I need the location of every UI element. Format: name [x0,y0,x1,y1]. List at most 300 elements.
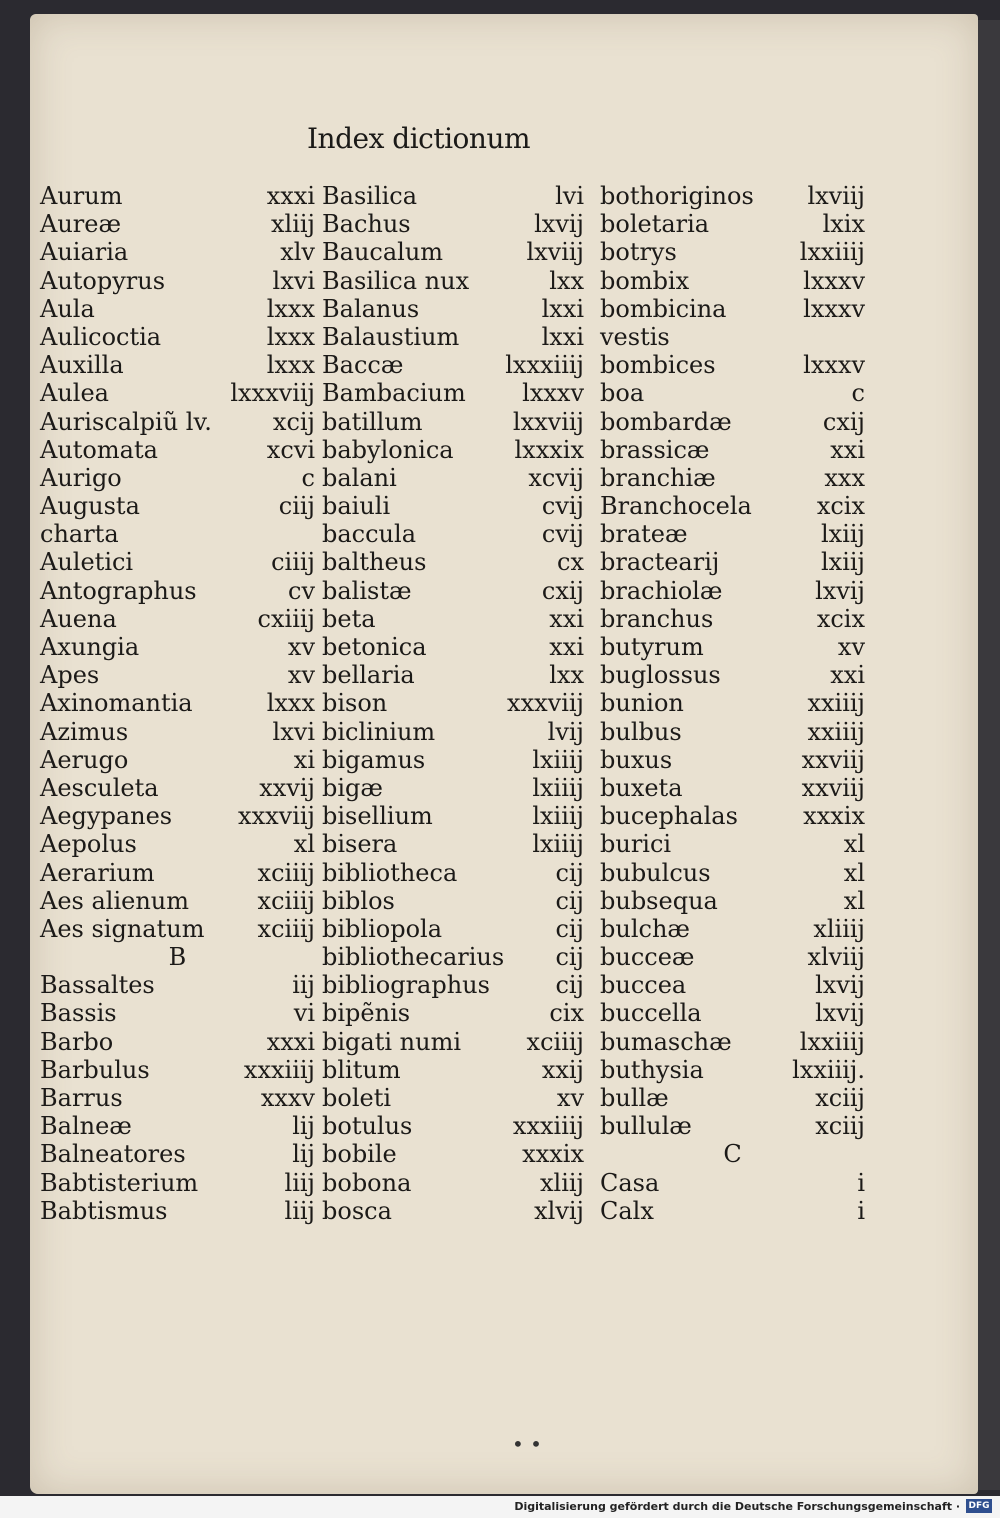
entry-word: bosca [322,1196,392,1225]
entry-reference: xciiij [257,914,315,943]
entry-word: Aepolus [40,830,137,859]
index-entry [600,915,865,943]
index-entry [40,971,315,999]
entry-word: buthysia [600,1055,704,1084]
entry-word: baccula [322,520,416,549]
entry-reference: lij [292,1140,315,1169]
entry-reference: lxxviij [512,407,584,436]
entry-reference: xxi [830,435,865,464]
entry-reference: lxiiij [532,830,584,859]
entry-reference: xl [843,886,865,915]
entry-reference: lxxx [266,351,315,380]
entry-reference: ciiij [271,548,315,577]
entry-word: bipẽnis [322,999,411,1028]
entry-reference: cij [555,886,584,915]
entry-word: biblos [322,886,395,915]
entry-word: bulchæ [600,914,690,943]
index-entry [40,633,315,661]
entry-reference: lxxxix [514,435,584,464]
entry-word: betonica [322,633,427,661]
index-entry [600,295,865,323]
index-entry [322,379,584,407]
entry-word: bulbus [600,717,682,746]
index-entry [600,689,865,717]
index-entry [40,718,315,746]
entry-word: balani [322,463,397,492]
index-entry [40,1169,315,1197]
entry-word: boletaria [600,210,710,239]
entry-reference: xxvij [259,773,315,802]
entry-word: Bachus [322,210,411,239]
entry-word: Baccæ [322,351,404,380]
entry-word: blitum [322,1055,401,1084]
index-entry [600,971,865,999]
entry-word: bobona [322,1168,412,1197]
entry-reference: xciiij [257,858,315,887]
entry-word: bisellium [322,802,433,831]
index-entry [40,887,315,915]
entry-reference: xl [293,830,315,859]
index-entry [40,464,315,492]
index-entry [322,548,584,576]
entry-word: bigati numi [322,1027,462,1056]
index-entry [600,887,865,915]
entry-word: Aerugo [40,745,129,774]
section-letter: B [168,943,187,972]
index-entry [322,887,584,915]
entry-reference: xxviij [801,745,865,774]
entry-reference: lxvij [815,999,865,1028]
entry-reference: xciij [815,1112,865,1141]
entry-word: baiuli [322,492,391,521]
entry-reference: lxvi [272,266,315,295]
entry-reference: lxvij [815,576,865,605]
entry-reference: lxx [549,661,584,690]
entry-word: baltheus [322,548,427,577]
index-column-1 [40,182,315,1225]
entry-reference: xxxi [266,182,315,210]
entry-reference: xxxviij [507,689,584,718]
entry-reference: lxiij [820,548,865,577]
entry-word: Aurum [40,182,123,210]
entry-word: balistæ [322,576,412,605]
index-entry [600,802,865,830]
index-entry [322,830,584,858]
index-entry [40,1140,315,1168]
entry-word: bibliotheca [322,858,458,887]
entry-word: Aurigo [40,463,122,492]
index-entry [322,605,584,633]
index-entry [322,351,584,379]
entry-reference: lxxx [266,294,315,323]
entry-word: bibliopola [322,914,442,943]
entry-reference: lvij [547,717,584,746]
entry-word: Aegypanes [40,802,173,831]
entry-word: boleti [322,1084,392,1112]
entry-word: bombardæ [600,407,732,436]
index-entry [600,408,865,436]
index-entry [40,182,315,210]
entry-word: biclinium [322,717,436,746]
index-entry [40,548,315,576]
index-entry [600,1197,865,1225]
entry-word: Bambacium [322,379,466,408]
entry-word: bombicina [600,294,727,323]
entry-reference: xcix [816,604,865,633]
entry-reference: xcix [816,492,865,521]
index-entry [322,943,584,971]
entry-reference: xxviij [801,773,865,802]
entry-word: bibliographus [322,971,490,1000]
entry-word: bobile [322,1140,397,1169]
entry-reference: cix [549,999,584,1028]
index-entry [600,999,865,1027]
index-entry [600,464,865,492]
entry-reference: lxvij [534,210,584,239]
index-entry [40,492,315,520]
index-entry [322,1028,584,1056]
entry-reference: lxiij [820,520,865,549]
entry-word: bombices [600,351,716,380]
entry-reference: xliij [270,210,315,239]
entry-word: Antographus [40,576,197,605]
index-entry [322,1169,584,1197]
entry-reference: xcvij [528,463,584,492]
index-entry [322,1084,584,1112]
entry-reference: xlviij [807,943,865,972]
entry-reference: xxij [541,1055,584,1084]
index-entry [40,689,315,717]
entry-reference: lxiiij [532,773,584,802]
entry-reference: lxxxv [803,351,865,380]
entry-word: Auriscalpiũ lv. [40,407,212,436]
book-edge [978,20,1000,1490]
entry-word: buxus [600,745,673,774]
index-entry [600,774,865,802]
entry-reference: i [857,1196,865,1225]
entry-reference: xcvi [266,435,315,464]
entry-word: Aes alienum [40,886,190,915]
entry-reference: lxviij [807,182,865,210]
entry-reference: lvi [555,182,584,210]
entry-reference: xliiij [813,914,865,943]
index-entry [322,999,584,1027]
entry-word: Barbulus [40,1055,150,1084]
entry-reference: cij [555,858,584,887]
entry-word: Barbo [40,1027,114,1056]
entry-word: bunion [600,689,684,718]
entry-reference: lij [292,1112,315,1141]
index-entry [40,830,315,858]
index-entry [600,351,865,379]
entry-word: bisera [322,830,398,859]
entry-word: buccea [600,971,687,1000]
entry-word: Aes signatum [40,914,205,943]
entry-word: Axinomantia [40,689,193,718]
entry-word: Augusta [40,492,140,521]
entry-reference: xxxv [260,1084,315,1112]
entry-reference: cvij [541,520,584,549]
entry-reference: lxxxv [522,379,584,408]
dfg-logo: DFG [966,1499,992,1513]
entry-word: burici [600,830,672,859]
entry-word: batillum [322,407,423,436]
index-entry [600,661,865,689]
entry-word: Balneæ [40,1112,132,1141]
entry-word: bison [322,689,388,718]
entry-word: bombix [600,266,690,295]
entry-reference: xxxix [803,802,865,831]
entry-word: Balneatores [40,1140,186,1169]
entry-reference: xxxi [266,1027,315,1056]
index-entry [40,859,315,887]
index-entry [600,577,865,605]
entry-reference: xxiiij [807,717,865,746]
entry-reference: lxxxv [803,266,865,295]
entry-word: vestis [600,322,670,351]
index-entry [600,379,865,407]
entry-word: botulus [322,1112,413,1141]
entry-word: bellaria [322,661,415,690]
index-entry [600,436,865,464]
entry-word: Babtismus [40,1196,168,1225]
entry-reference: xxxiiij [512,1112,584,1141]
entry-reference: cxij [541,576,584,605]
index-entry [322,323,584,351]
index-entry [322,492,584,520]
entry-reference: c [301,463,315,492]
entry-word: Bassaltes [40,971,155,1000]
entry-word: Autopyrus [40,266,166,295]
index-entry [322,577,584,605]
entry-reference: lxxxiiij [505,351,584,380]
entry-reference: xv [556,1084,584,1112]
index-entry [600,323,865,351]
index-entry [40,999,315,1027]
entry-word: buccella [600,999,702,1028]
entry-word: beta [322,604,376,633]
entry-word: bothoriginos [600,182,754,210]
index-entry [600,492,865,520]
entry-reference: lxxx [266,689,315,718]
entry-reference: xv [287,633,315,661]
entry-reference: lxxiiij. [792,1055,865,1084]
entry-reference: xxi [549,604,584,633]
entry-word: bigamus [322,745,426,774]
index-entry [322,464,584,492]
entry-word: brachiolæ [600,576,723,605]
index-entry [322,182,584,210]
index-entry [600,1056,865,1084]
index-entry [322,774,584,802]
entry-reference: lxxxviij [230,379,315,408]
index-entry [40,351,315,379]
entry-reference: cx [557,548,584,577]
index-entry [40,1197,315,1225]
index-entry [600,1112,865,1140]
entry-reference: xxi [549,633,584,661]
entry-reference: lxxi [541,322,584,351]
entry-reference: xxx [824,463,865,492]
index-entry [40,1028,315,1056]
entry-reference: xxxviij [238,802,315,831]
entry-reference: lxxi [541,294,584,323]
entry-reference: lxvi [272,717,315,746]
entry-reference: xlvij [534,1196,584,1225]
entry-word: Basilica [322,182,418,210]
index-entry [40,774,315,802]
index-entry [322,746,584,774]
entry-reference: cij [555,971,584,1000]
entry-word: bucceæ [600,943,695,972]
entry-word: bubsequa [600,886,718,915]
index-entry [322,971,584,999]
entry-word: boa [600,379,645,408]
entry-reference: xxxiiij [243,1055,315,1084]
entry-reference: xi [293,745,315,774]
entry-word: bractearij [600,548,720,577]
index-entry [322,408,584,436]
index-entry [40,436,315,464]
funding-credit: Digitalisierung gefördert durch die Deutsche Forschungsgemeinschaft · [514,1500,960,1513]
entry-word: Auiaria [40,238,129,267]
index-column-2 [322,182,584,1225]
index-entry [40,267,315,295]
entry-word: Apes [40,661,100,690]
index-entry [322,238,584,266]
index-entry [600,520,865,548]
entry-word: brateæ [600,520,688,549]
index-entry [600,182,865,210]
entry-word: Calx [600,1196,654,1225]
entry-word: charta [40,520,119,549]
entry-reference: lxviij [526,238,584,267]
section-letter: C [723,1140,742,1169]
entry-word: Aulea [40,379,109,408]
entry-word: buglossus [600,661,721,690]
entry-word: Automata [40,435,158,464]
index-entry [40,802,315,830]
page-title: Index dictionum [307,122,531,155]
entry-reference: xv [837,633,865,661]
index-entry [600,605,865,633]
entry-reference: lxxxv [803,294,865,323]
entry-word: bubulcus [600,858,711,887]
entry-reference: cij [555,943,584,972]
index-entry [322,859,584,887]
entry-reference: cvij [541,492,584,521]
entry-word: botrys [600,238,677,267]
section-heading [600,1140,865,1168]
entry-reference: xxi [830,661,865,690]
entry-word: Auxilla [40,351,124,380]
index-entry [40,577,315,605]
entry-word: Basilica nux [322,266,470,295]
entry-reference: cij [555,914,584,943]
section-heading [40,943,315,971]
entry-reference: lxix [822,210,865,239]
index-entry [322,436,584,464]
entry-reference: xciij [815,1084,865,1112]
index-entry [40,408,315,436]
index-entry [40,295,315,323]
entry-reference: xxxix [522,1140,584,1169]
entry-word: Babtisterium [40,1168,199,1197]
index-entry [40,605,315,633]
index-entry [600,1169,865,1197]
entry-word: brassicæ [600,435,710,464]
entry-word: Aesculeta [40,773,159,802]
index-entry [322,1140,584,1168]
entry-reference: xv [287,661,315,690]
index-entry [40,323,315,351]
entry-word: Azimus [40,717,129,746]
entry-word: Barrus [40,1084,123,1112]
index-entry [322,689,584,717]
entry-word: Aerarium [40,858,155,887]
entry-word: Auena [40,604,117,633]
entry-word: Balaustium [322,322,460,351]
entry-reference: c [851,379,865,408]
entry-reference: i [857,1168,865,1197]
entry-reference: vi [293,999,315,1028]
entry-reference: xxiiij [807,689,865,718]
entry-reference: cxiiij [257,604,315,633]
index-entry [40,520,315,548]
index-entry [322,520,584,548]
index-entry [40,915,315,943]
index-entry [600,830,865,858]
index-entry [322,1056,584,1084]
entry-reference: iij [292,971,315,1000]
index-entry [600,238,865,266]
index-entry [600,633,865,661]
index-entry [322,633,584,661]
index-entry [600,210,865,238]
entry-word: bibliothecarius [322,943,505,972]
entry-word: Branchocela [600,492,752,521]
index-column-3 [600,182,865,1225]
index-entry [322,661,584,689]
index-entry [600,859,865,887]
entry-word: butyrum [600,633,704,661]
entry-word: branchus [600,604,714,633]
entry-reference: xlv [280,238,315,267]
entry-reference: ciij [278,492,315,521]
index-entry [600,1028,865,1056]
index-entry [40,1056,315,1084]
entry-word: Aulicoctia [40,322,162,351]
index-entry [600,1084,865,1112]
entry-reference: lxvij [815,971,865,1000]
index-entry [322,267,584,295]
index-entry [322,802,584,830]
index-entry [322,915,584,943]
entry-reference: lxiiij [532,802,584,831]
entry-reference: lxx [549,266,584,295]
entry-word: branchiæ [600,463,716,492]
index-entry [600,943,865,971]
index-entry [40,210,315,238]
index-entry [40,1084,315,1112]
entry-word: Bassis [40,999,117,1028]
entry-word: Aureæ [40,210,122,239]
index-entry [322,210,584,238]
index-entry [322,1197,584,1225]
entry-reference: liij [284,1196,315,1225]
entry-reference: cxij [822,407,865,436]
entry-reference: lxxx [266,322,315,351]
